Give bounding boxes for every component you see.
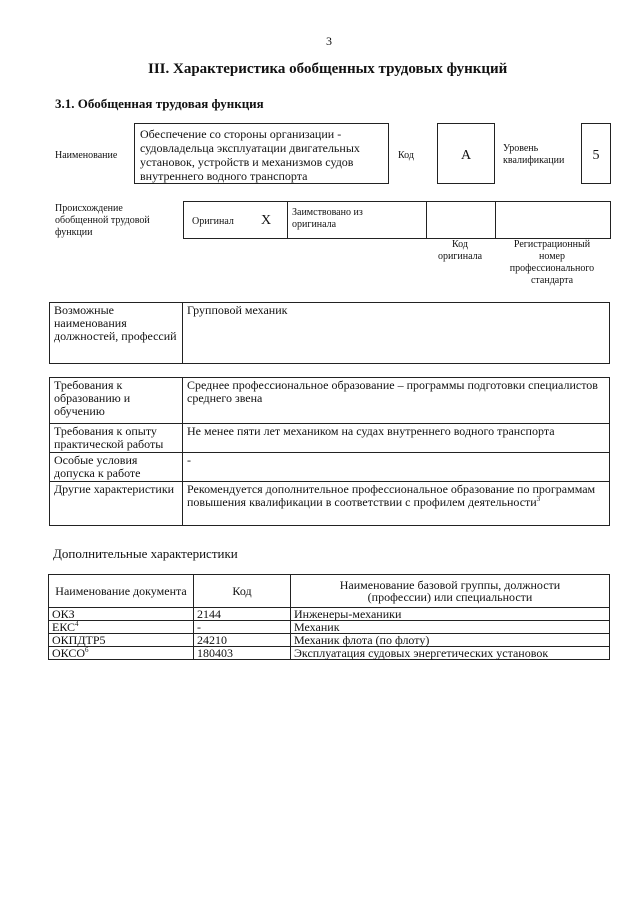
origin-table xyxy=(183,201,611,239)
additional-footnote: 6 xyxy=(85,646,89,654)
section-title: III. Характеристика обобщенных трудовых функций xyxy=(148,61,508,77)
req-conditions-label: Особые условия допуска к работе xyxy=(50,453,183,482)
table-row xyxy=(49,608,610,621)
qualification-level-box xyxy=(581,123,611,184)
additional-footnote: 4 xyxy=(75,620,79,628)
additional-code: 180403 xyxy=(194,647,291,660)
function-code-value: А xyxy=(460,148,472,163)
additional-code: 24210 xyxy=(194,634,291,647)
function-name-value: Обеспечение со стороны организации - судовладельца эксплуатации двигательных установок, устройств и механизмов судов внутреннего водного транспорта xyxy=(140,127,360,183)
function-name-box xyxy=(134,123,389,184)
additional-name: Механик xyxy=(291,621,610,634)
qualification-level-value: 5 xyxy=(592,148,600,163)
requirements-table xyxy=(49,377,610,526)
function-code-label: Код xyxy=(398,150,414,161)
additional-header-code: Код xyxy=(194,575,291,608)
function-name-label: Наименование xyxy=(55,150,118,161)
req-experience-label: Требования к опыту практической работы xyxy=(50,424,183,453)
table-row xyxy=(49,634,610,647)
additional-doc: ОКЗ xyxy=(52,607,75,621)
origin-label: Происхождение обобщенной трудовой функции xyxy=(55,203,150,238)
additional-doc: ЕКС xyxy=(52,620,76,634)
origin-reg-caption: Регистрационный номер профессионального стандарта xyxy=(509,239,595,286)
origin-code-caption: Код оригинала xyxy=(437,239,483,262)
table-row xyxy=(49,621,610,634)
req-other-value: Рекомендуется дополнительное профессиональное образование по программам повышения квалификации в соответствии с профилем деятельности xyxy=(187,482,596,509)
req-experience-value: Не менее пяти лет механиком на судах внутреннего водного транспорта xyxy=(183,424,610,453)
additional-code: 2144 xyxy=(194,608,291,621)
origin-original-label: Оригинал xyxy=(192,216,234,227)
additional-header-name: Наименование базовой группы, должности (профессии) или специальности xyxy=(291,575,610,608)
origin-original-mark: X xyxy=(261,213,272,228)
additional-title: Дополнительные характеристики xyxy=(53,546,238,561)
additional-doc: ОКСО xyxy=(52,646,86,660)
table-row xyxy=(49,647,610,660)
additional-name: Эксплуатация судовых энергетических установок xyxy=(291,647,610,660)
positions-label: Возможные наименования должностей, профессий xyxy=(50,303,183,364)
positions-table xyxy=(49,302,610,364)
page-number: 3 xyxy=(326,34,332,48)
additional-code: - xyxy=(194,621,291,634)
req-conditions-value: - xyxy=(183,453,610,482)
origin-borrowed-label: Заимствовано из оригинала xyxy=(292,207,363,230)
req-education-label: Требования к образованию и обучению xyxy=(50,378,183,424)
additional-name: Инженеры-механики xyxy=(291,608,610,621)
positions-value: Групповой механик xyxy=(183,303,610,364)
additional-name: Механик флота (по флоту) xyxy=(291,634,610,647)
function-code-box xyxy=(437,123,495,184)
req-other-footnote: 3 xyxy=(536,495,541,503)
qualification-level-label: Уровень квалификации xyxy=(503,143,565,166)
req-other-cell xyxy=(183,482,610,526)
req-education-value: Среднее профессиональное образование – программы подготовки специалистов среднего звена xyxy=(183,378,610,424)
additional-header-doc: Наименование документа xyxy=(49,575,194,608)
req-other-label: Другие характеристики xyxy=(50,482,183,526)
subsection-title: 3.1. Обобщенная трудовая функция xyxy=(55,96,264,111)
additional-table xyxy=(48,574,610,660)
additional-doc: ОКПДТР5 xyxy=(52,633,106,647)
